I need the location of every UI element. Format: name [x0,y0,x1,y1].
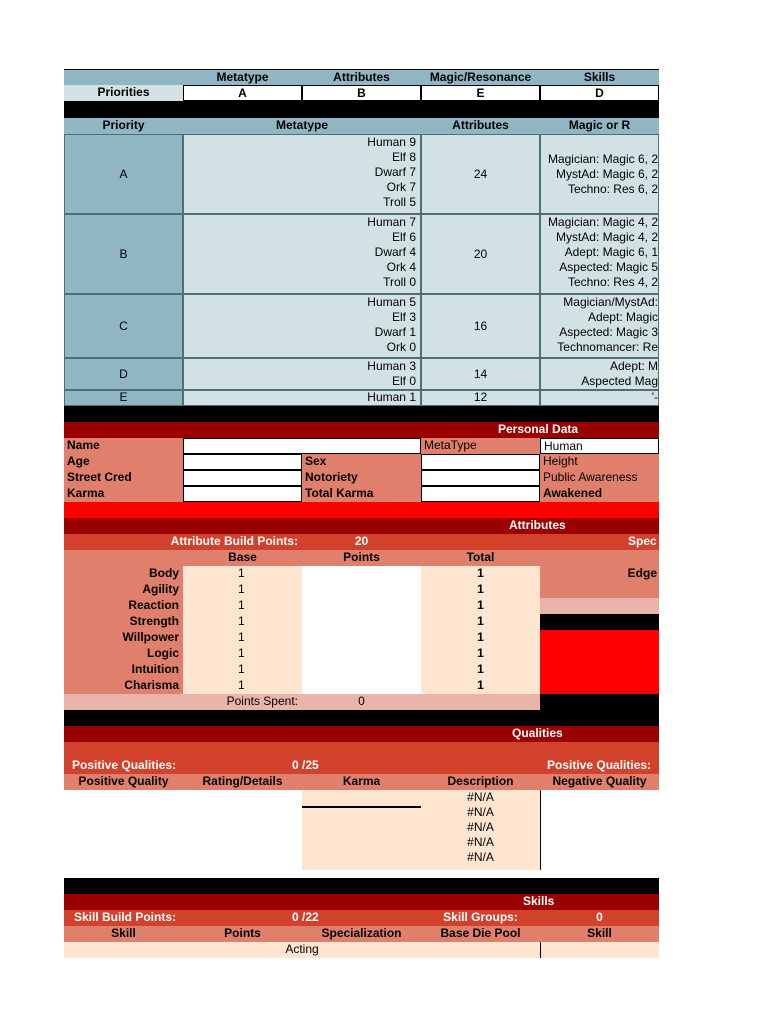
attributes-header [64,518,659,534]
attribute-base: 1 [183,598,302,614]
attribute-name: Intuition [64,662,183,678]
total-karma-field[interactable] [421,486,540,502]
points-spent-label: Points Spent: [226,694,298,708]
metatype-line: Dwarf 4 [374,245,416,259]
name-field[interactable] [183,438,421,454]
divider [64,502,659,518]
attributes-points: 16 [473,318,488,333]
metatype-line: Elf 8 [391,150,416,164]
attribute-base: 1 [183,678,302,694]
attributes-title: Attributes [509,518,566,532]
positive-qualities-value: 0 /25 [292,758,319,772]
positive-qualities-label-right: Positive Qualities: [547,758,652,772]
skill-groups-label: Skill Groups: [443,910,518,924]
personal-row-street-cred [64,470,659,486]
sex-label: Sex [302,454,421,470]
public-awareness-label: Public Awareness [540,470,659,486]
attribute-row [64,614,659,630]
metatype-field[interactable]: Human [540,438,659,454]
skill-build-points-label: Skill Build Points: [74,910,177,924]
priority-group-c [64,294,659,358]
magic-line: Techno: Res 4, 2 [567,275,658,289]
priorities-col-skills: Skills [540,69,659,85]
magic-line: Aspected Mag [581,374,658,388]
magic-line: Adept: M [609,359,658,373]
metatype-line: Elf 6 [391,230,416,244]
awakened-label: Awakened [540,486,659,502]
metatype-line: Troll 0 [383,275,416,289]
edge-label: Edge [540,566,659,582]
points-spent-row [64,694,659,710]
metatype-line: Human 7 [367,215,416,229]
skills-header [64,894,659,910]
magic-line: Aspected: Magic 3 [559,325,658,339]
priority-label-d: D [64,358,183,390]
positive-quality-list[interactable] [64,790,302,870]
attribute-points-input[interactable] [302,566,421,582]
description-cell: #N/A [467,790,494,804]
metatype-line: Ork 7 [386,180,416,194]
magic-line: Technomancer: Re [557,340,658,354]
description-cell: #N/A [467,835,494,849]
priority-group-e [64,390,659,406]
skill-name: Acting [285,942,319,956]
description-cell: #N/A [467,820,494,834]
attribute-base: 1 [183,582,302,598]
metatype-line: Human 9 [367,135,416,149]
attribute-base: 1 [183,630,302,646]
skill-row[interactable] [64,942,659,958]
attribute-base: 1 [183,614,302,630]
attribute-base: 1 [183,646,302,662]
character-sheet [64,69,659,958]
priorities-col-attributes: Attributes [302,69,421,85]
metatype-line: Dwarf 1 [374,325,416,339]
magic-line: Techno: Res 6, 2 [567,181,658,196]
qualities-title: Qualities [512,726,563,740]
magic-line: Magician: Magic 4, 2 [547,215,658,229]
positive-qualities-row [64,758,659,774]
metatype-line: Human 3 [367,359,416,373]
personal-row-age [64,454,659,470]
personal-data-title: Personal Data [498,422,579,436]
attribute-total: 1 [421,598,540,614]
priority-label-a: A [64,134,183,214]
attribute-total: 1 [421,630,540,646]
negative-quality-list[interactable] [540,790,659,870]
description-cell: #N/A [467,850,494,864]
attribute-total: 1 [421,662,540,678]
attribute-points-input[interactable] [302,646,421,662]
attributes-points: 14 [473,366,488,381]
priority-group-d [64,358,659,390]
karma-label: Karma [64,486,183,502]
priorities-col-metatype: Metatype [183,69,302,85]
col-positive-quality: Positive Quality [78,774,169,788]
magic-line: '- [540,390,659,406]
positive-qualities-label: Positive Qualities: [72,758,177,772]
magic-line: MystAd: Magic 4, 2 [555,230,658,244]
priorities-row-label: Priorities [64,85,183,101]
priorities-column-header-row [64,69,659,85]
skill-build-points-row [64,910,659,926]
attribute-name: Willpower [64,630,183,646]
sex-field[interactable] [421,454,540,470]
magic-line: Aspected: Magic 5 [559,260,658,274]
attribute-rows [64,566,659,694]
magic-line: Magician: Magic 6, 2 [547,151,658,166]
priority-table-header [64,118,659,134]
metatype-line: Human 1 [183,390,421,406]
metatype-line: Ork 4 [386,260,416,274]
attribute-build-points-label: Attribute Build Points: [170,534,298,548]
name-label: Name [64,438,183,454]
priority-table-col-priority: Priority [64,118,183,134]
attribute-points-input[interactable] [302,582,421,598]
col-skill-right: Skill [587,926,612,940]
attribute-name: Reaction [64,598,183,614]
divider [64,101,659,118]
col-base-die-pool: Base Die Pool [440,926,521,940]
skill-groups-value: 0 [596,910,603,924]
metatype-line: Human 5 [367,295,416,309]
divider [64,710,659,726]
metatype-line: Ork 0 [386,340,416,354]
divider [64,406,659,422]
personal-data-header [64,422,659,438]
attribute-row [64,566,659,582]
metatype-line: Elf 3 [391,310,416,324]
notoriety-label: Notoriety [302,470,421,486]
priority-table-col-magic: Magic or R [540,118,659,134]
metatype-label: MetaType [421,438,540,454]
col-skill: Skill [111,926,136,940]
attribute-points-input[interactable] [302,630,421,646]
priority-metatype-input[interactable]: A [183,85,302,101]
attribute-total: 1 [421,678,540,694]
description-cell: #N/A [467,805,494,819]
qualities-body [64,790,659,870]
attribute-points-input[interactable] [302,614,421,630]
priority-label-c: C [64,294,183,358]
divider [64,878,659,894]
karma-column[interactable] [302,790,421,870]
attribute-name: Logic [64,646,183,662]
attribute-base: 1 [183,662,302,678]
magic-line: MystAd: Magic 6, 2 [555,166,658,181]
attribute-points-input[interactable] [302,598,421,614]
attribute-total: 1 [421,646,540,662]
attribute-build-points-row [64,534,659,550]
skill-build-points-value: 0 /22 [292,910,319,924]
description-column [421,790,540,870]
priority-attributes-input[interactable]: B [302,85,421,101]
col-skill-points: Points [224,926,261,940]
points-spent-value: 0 [358,694,365,708]
attributes-points: 12 [421,390,540,406]
age-field[interactable] [183,454,302,470]
attribute-row [64,646,659,662]
attribute-row [64,630,659,646]
attribute-total: 1 [421,614,540,630]
spec-label: Spec [628,534,657,548]
age-label: Age [64,454,183,470]
col-description: Description [447,774,514,788]
street-cred-label: Street Cred [64,470,183,486]
col-negative-quality: Negative Quality [552,774,647,788]
karma-underline [302,806,421,808]
attribute-total: 1 [421,566,540,582]
attribute-base: 1 [183,566,302,582]
magic-line: Magician/MystAd: [563,295,658,309]
personal-row-name [64,438,659,454]
priority-magic-input[interactable]: E [421,85,540,101]
priorities-row [64,85,659,101]
attribute-row [64,662,659,678]
attribute-row [64,582,659,598]
metatype-line: Elf 0 [391,374,416,388]
col-karma: Karma [342,774,381,788]
attributes-points: 20 [473,246,488,261]
total-karma-label: Total Karma [302,486,421,502]
priority-group-b [64,214,659,294]
magic-line: Adept: Magic [587,310,658,324]
karma-field[interactable] [183,486,302,502]
col-total: Total [466,550,495,564]
metatype-line: Troll 5 [383,195,416,209]
attribute-total: 1 [421,582,540,598]
priority-table-col-metatype: Metatype [183,118,421,134]
priority-skills-input[interactable]: D [540,85,659,101]
priorities-col-magic: Magic/Resonance [421,69,540,85]
priority-group-a [64,134,659,214]
col-points: Points [343,550,380,564]
col-base: Base [228,550,257,564]
priority-table-col-attributes: Attributes [421,118,540,134]
skills-title: Skills [523,894,555,908]
priority-label-e: E [64,390,183,406]
attribute-name: Charisma [64,678,183,694]
attribute-build-points-value: 20 [354,534,369,548]
attribute-points-input[interactable] [302,678,421,694]
attribute-name: Strength [64,614,183,630]
qualities-column-header [64,774,659,790]
col-rating-details: Rating/Details [202,774,283,788]
personal-row-karma [64,486,659,502]
attribute-points-input[interactable] [302,662,421,678]
attribute-name: Body [64,566,183,582]
attribute-row [64,678,659,694]
col-specialization: Specialization [321,926,402,940]
qualities-header [64,726,659,742]
height-label: Height [540,454,659,470]
metatype-line: Dwarf 7 [374,165,416,179]
attribute-column-header [64,550,659,566]
attributes-points: 24 [473,166,488,181]
attribute-row [64,598,659,614]
skills-column-header [64,926,659,942]
street-cred-field[interactable] [183,470,302,486]
attribute-name: Agility [64,582,183,598]
qualities-spacer [64,742,659,758]
notoriety-field[interactable] [421,470,540,486]
priority-label-b: B [64,214,183,294]
magic-line: Adept: Magic 6, 1 [564,245,658,259]
